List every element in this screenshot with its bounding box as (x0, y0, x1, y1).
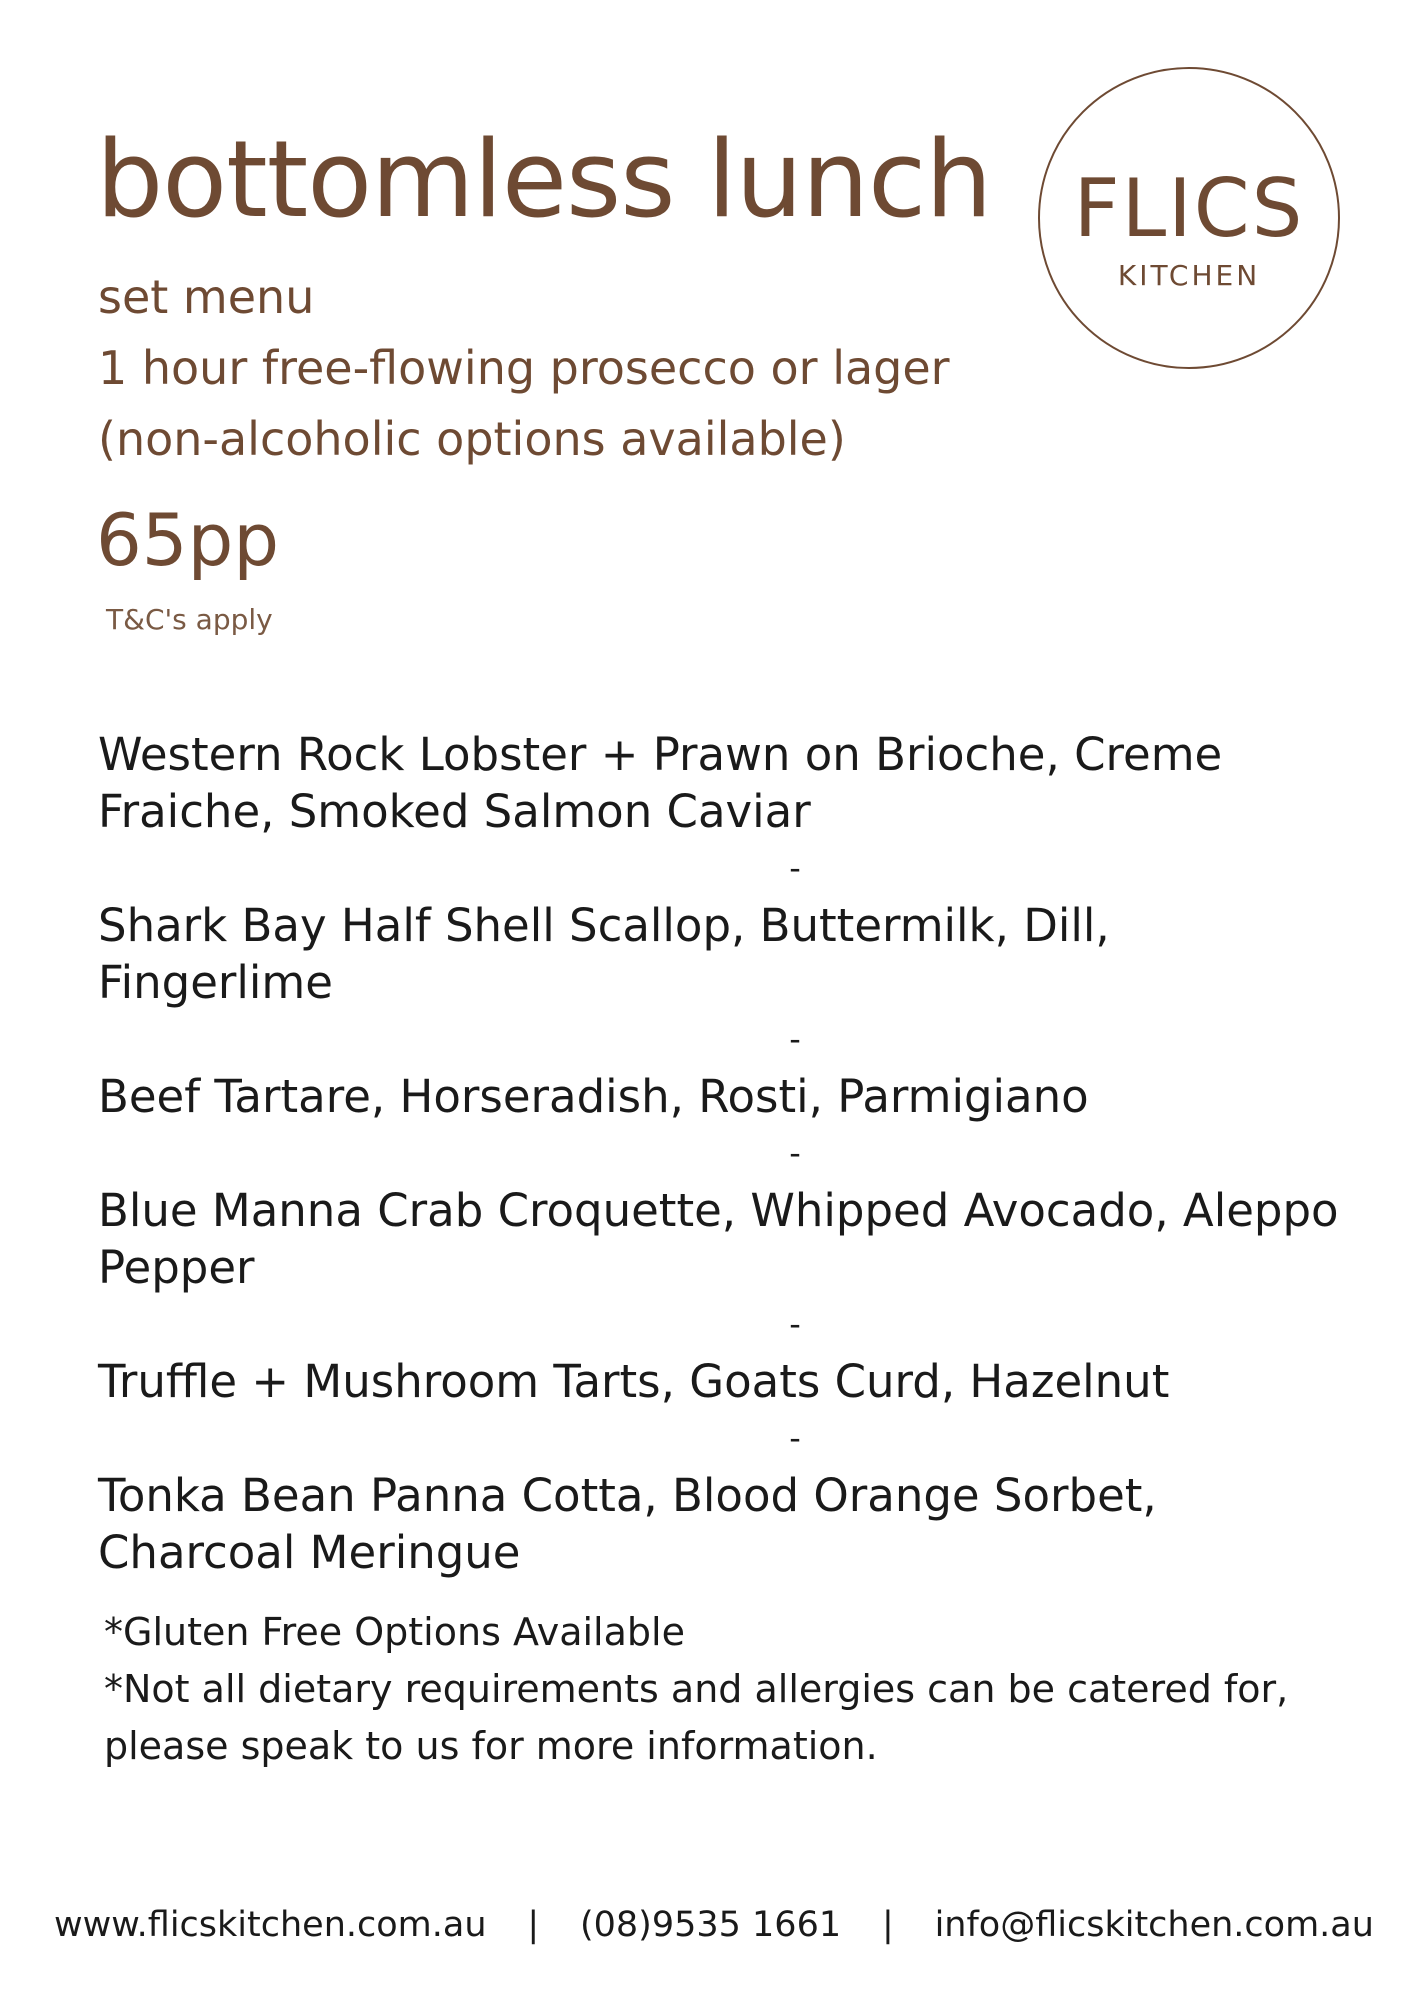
menu-separator: - (789, 1020, 801, 1058)
price: 65pp (96, 498, 280, 582)
menu-item: Shark Bay Half Shell Scallop, Buttermilk, Dill, Fingerlime (98, 899, 1110, 1009)
menu-item: Blue Manna Crab Croquette, Whipped Avocado, Aleppo Pepper (98, 1184, 1339, 1294)
menu-separator: - (789, 1419, 801, 1457)
terms-conditions-text: T&C's apply (106, 603, 273, 636)
logo-subtitle: KITCHEN (1117, 259, 1261, 292)
menu-item: Tonka Bean Panna Cotta, Blood Orange Sorbet, Charcoal Meringue (98, 1469, 1157, 1579)
gluten-free-note: *Gluten Free Options Available (104, 1610, 685, 1654)
set-menu-label: set menu (98, 270, 315, 324)
contact-footer (54, 1900, 1374, 1950)
website-link[interactable]: www.flicskitchen.com.au (54, 1905, 487, 1945)
menu-separator: - (789, 1134, 801, 1172)
email-link[interactable]: info@flicskitchen.com.au (934, 1905, 1374, 1945)
menu-separator: - (789, 1305, 801, 1343)
menu-item: Truffle + Mushroom Tarts, Goats Curd, Hazelnut (98, 1355, 1170, 1408)
dietary-requirements-note: *Not all dietary requirements and allergies can be catered for, please speak to us for more information. (104, 1667, 1289, 1768)
dietary-notes (104, 1604, 1354, 1775)
page-title: bottomless lunch (96, 118, 992, 241)
flics-kitchen-logo (1038, 67, 1340, 369)
footer-divider: | (881, 1905, 894, 1945)
menu-list (98, 726, 1348, 1581)
menu-item: Western Rock Lobster + Prawn on Brioche, Creme Fraiche, Smoked Salmon Caviar (98, 728, 1223, 838)
phone-number[interactable]: (08)9535 1661 (579, 1905, 842, 1945)
free-flowing-drinks-text: 1 hour free-flowing prosecco or lager (98, 341, 950, 395)
menu-separator: - (789, 849, 801, 887)
footer-divider: | (527, 1905, 540, 1945)
menu-item: Beef Tartare, Horseradish, Rosti, Parmigiano (98, 1070, 1089, 1123)
non-alcoholic-options-text: (non-alcoholic options available) (98, 412, 846, 466)
logo-name: FLICS (1073, 162, 1305, 255)
